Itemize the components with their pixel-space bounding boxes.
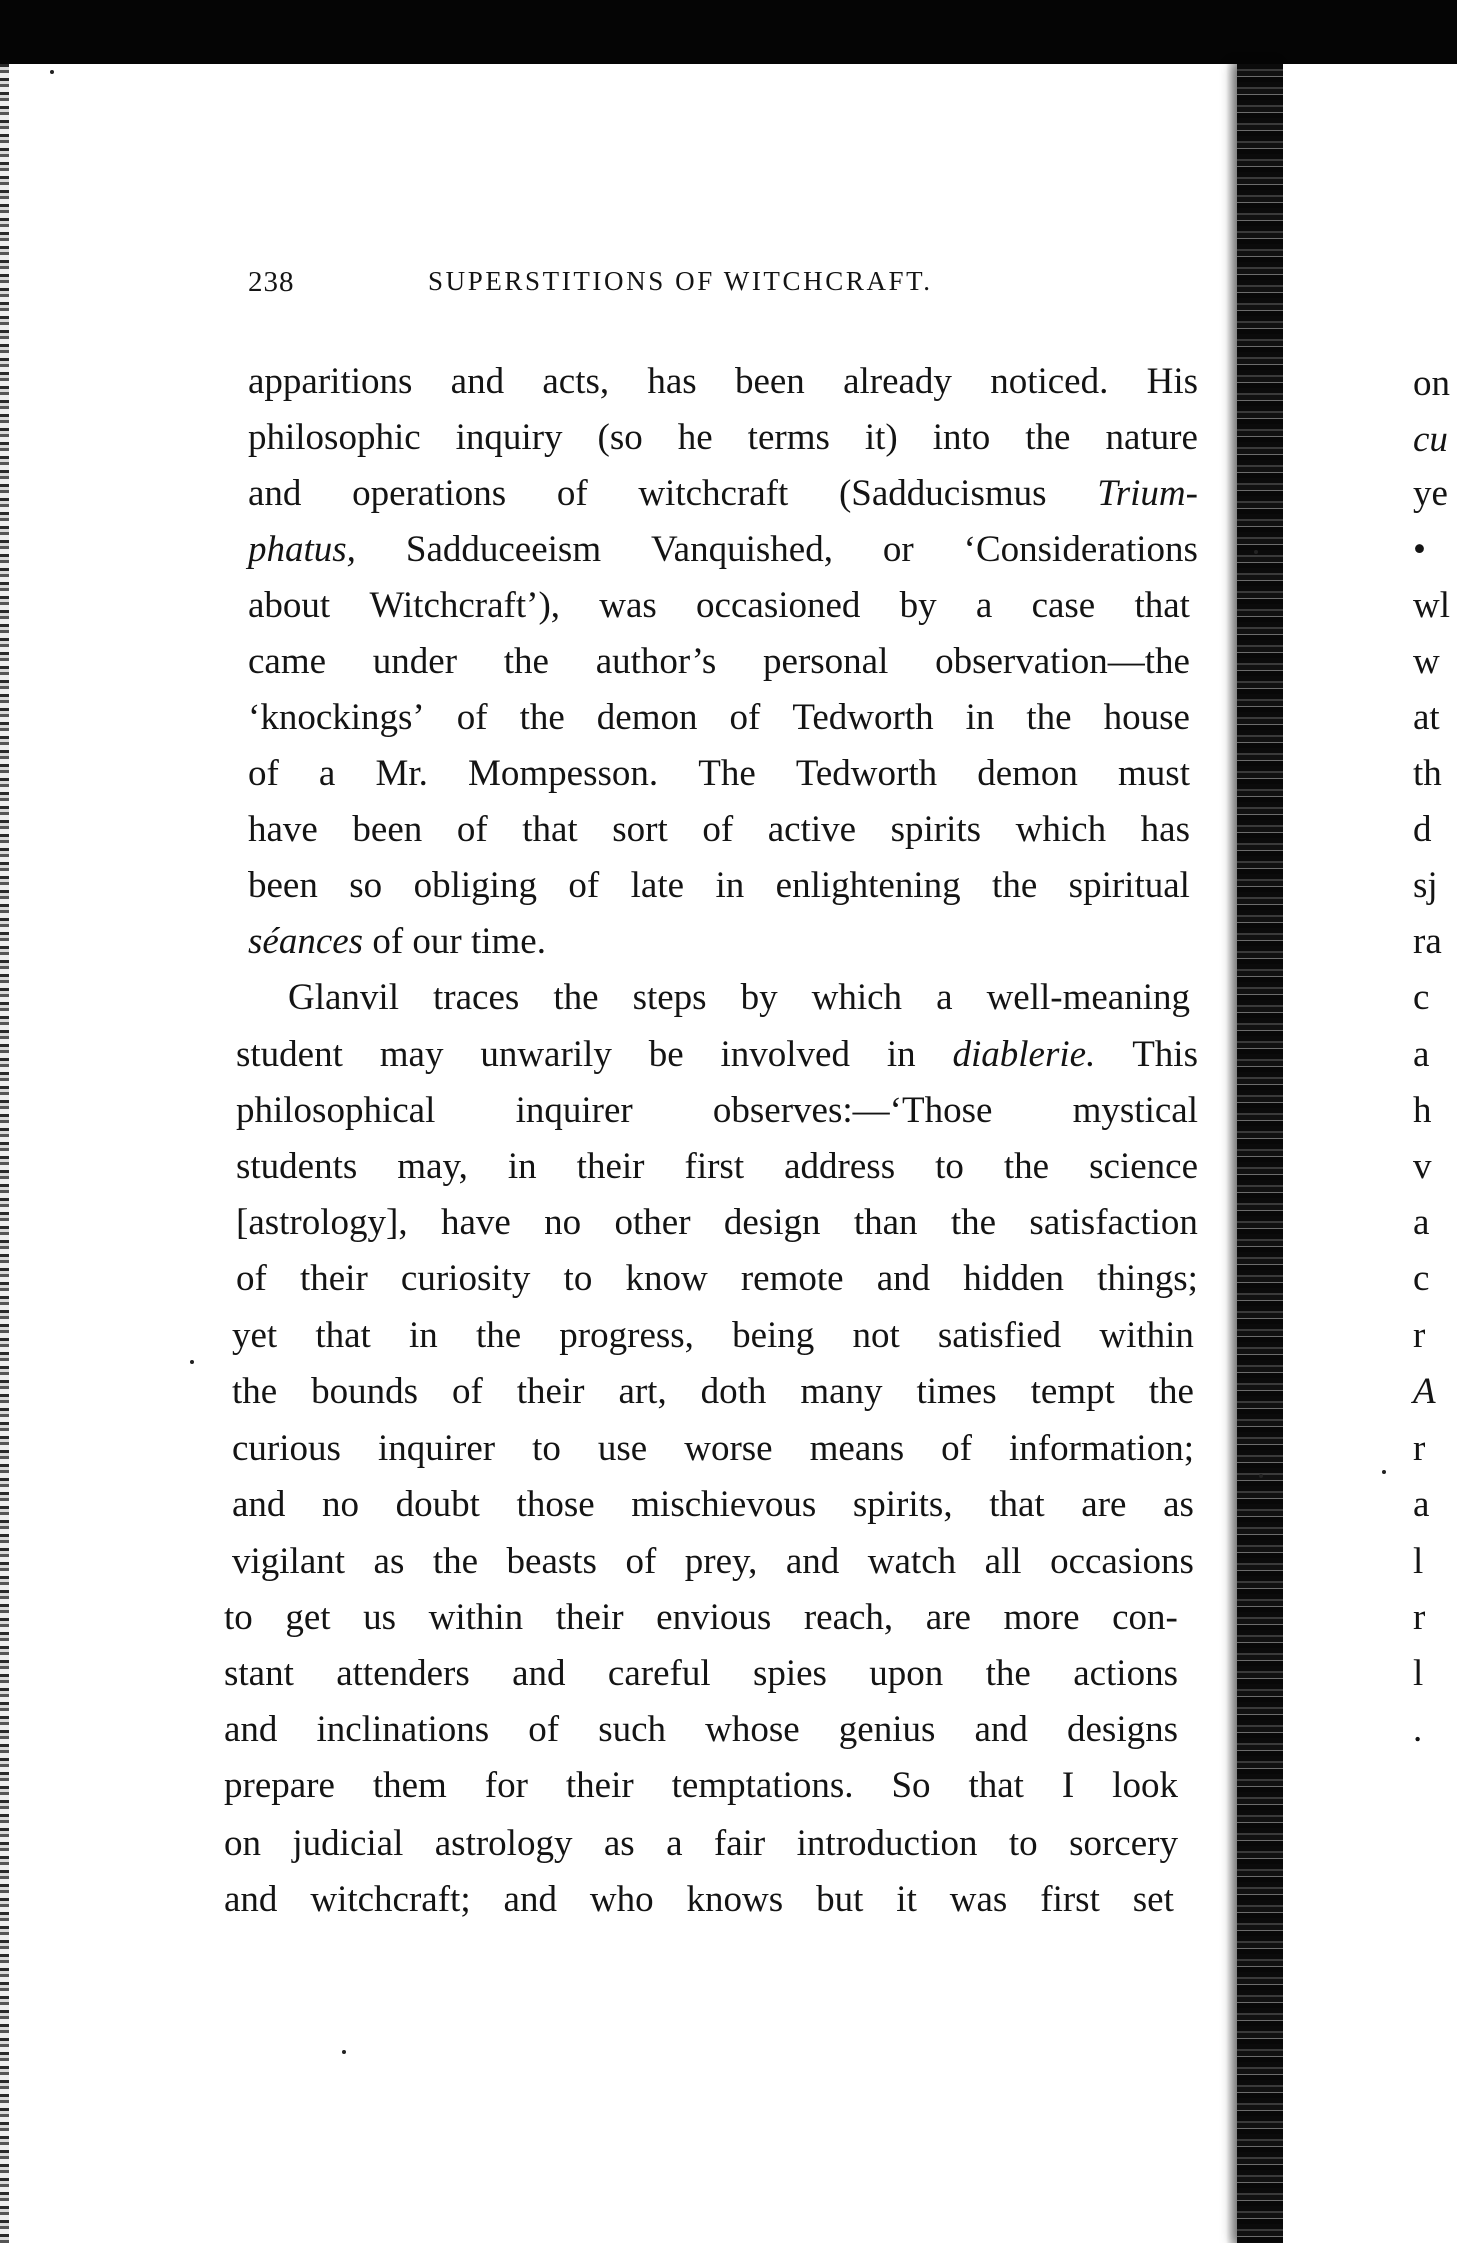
facing-page-fragment: w	[1413, 641, 1440, 682]
word: ‘Considerations	[963, 529, 1198, 570]
word: progress,	[559, 1315, 694, 1356]
scan-speck	[342, 2050, 346, 2054]
word: by	[740, 977, 778, 1018]
word: occasions	[1050, 1541, 1194, 1582]
facing-page-fragment: d	[1413, 809, 1432, 850]
facing-page-fragment: l	[1413, 1541, 1424, 1582]
word: observes:—‘Those	[712, 1090, 993, 1131]
word: spirits,	[852, 1484, 953, 1525]
word: sort	[612, 809, 668, 850]
text-line	[248, 696, 1190, 740]
word: to	[563, 1258, 593, 1299]
word: been	[734, 361, 805, 402]
word: in	[965, 697, 995, 738]
word: in	[507, 1146, 537, 1187]
word: that	[315, 1315, 371, 1356]
word: to	[224, 1597, 253, 1638]
word: actions	[1073, 1653, 1178, 1694]
word: have	[440, 1202, 511, 1243]
word: curious	[232, 1428, 341, 1469]
word: envious	[656, 1597, 772, 1638]
facing-page-fragment: a	[1413, 1202, 1430, 1243]
word: been	[352, 809, 423, 850]
word: observation—the	[935, 641, 1190, 682]
word: witchcraft	[638, 473, 789, 514]
word: Tedworth	[792, 697, 934, 738]
text-line	[232, 1540, 1194, 1584]
facing-page-fragment: l	[1413, 1653, 1424, 1694]
word: temptations.	[671, 1765, 854, 1806]
word: in	[715, 865, 745, 906]
page-header	[248, 266, 1248, 306]
word: a	[666, 1823, 683, 1864]
word: than	[853, 1202, 918, 1243]
word: house	[1103, 697, 1190, 738]
facing-page-fragment: A	[1413, 1371, 1436, 1412]
word: of	[528, 1709, 560, 1750]
word: [astrology],	[236, 1202, 408, 1243]
word: beasts	[506, 1541, 597, 1582]
word: may,	[397, 1146, 468, 1187]
text-line	[224, 1708, 1178, 1752]
word: us	[363, 1597, 397, 1638]
word: was	[599, 585, 657, 626]
facing-page-fragment: th	[1413, 753, 1442, 794]
word: So	[891, 1765, 931, 1806]
word: con-	[1112, 1597, 1178, 1638]
facing-page-fragment: wl	[1413, 585, 1450, 626]
word: the	[950, 1202, 997, 1243]
word: about	[248, 585, 331, 626]
word: as	[603, 1823, 635, 1864]
word: so	[349, 865, 383, 906]
word: nature	[1105, 417, 1198, 458]
scan-speck	[190, 1360, 194, 1364]
word: genius	[838, 1709, 936, 1750]
word: inquirer	[515, 1090, 633, 1131]
word: first	[1040, 1879, 1100, 1920]
word: terms	[747, 417, 830, 458]
running-head: SUPERSTITIONS OF WITCHCRAFT.	[428, 266, 933, 296]
text-line	[248, 752, 1190, 796]
left-page-edge	[0, 64, 9, 2243]
word: design	[723, 1202, 821, 1243]
word: demon	[596, 697, 698, 738]
text-line	[236, 1257, 1198, 1301]
word: (Sadducismus	[838, 473, 1047, 514]
word: inquirer	[377, 1428, 496, 1469]
word: noticed.	[990, 361, 1109, 402]
word: satisfaction	[1029, 1202, 1198, 1243]
word: to	[935, 1146, 964, 1187]
word: inclinations	[316, 1709, 490, 1750]
word: science	[1089, 1146, 1198, 1187]
facing-page-fragment: cu	[1413, 419, 1448, 460]
word: curiosity	[400, 1258, 531, 1299]
word: ‘knockings’	[248, 697, 425, 738]
word: the	[519, 697, 565, 738]
word: author’s	[595, 641, 717, 682]
word: and	[876, 1258, 931, 1299]
word: has	[1140, 809, 1190, 850]
text-line	[248, 920, 546, 964]
word: in	[409, 1315, 438, 1356]
word: philosophical	[236, 1090, 436, 1131]
facing-page-fragment: •	[1413, 529, 1426, 570]
text-line	[248, 640, 1190, 684]
word: attenders	[336, 1653, 470, 1694]
word: are	[925, 1597, 971, 1638]
facing-page-fragment: h	[1413, 1090, 1432, 1131]
word: the	[475, 1315, 522, 1356]
word: vigilant	[232, 1541, 346, 1582]
facing-page-fragment: r	[1413, 1315, 1426, 1356]
facing-page-fragment: r	[1413, 1597, 1426, 1638]
word: as	[373, 1541, 405, 1582]
word: worse	[684, 1428, 773, 1469]
word: the	[553, 977, 599, 1018]
scan-speck	[1382, 1470, 1386, 1474]
word: address	[784, 1146, 896, 1187]
word: the	[232, 1371, 278, 1412]
word: whose	[705, 1709, 800, 1750]
word: those	[516, 1484, 595, 1525]
word: who	[589, 1879, 654, 1920]
word: them	[372, 1765, 447, 1806]
word: knows	[686, 1879, 784, 1920]
word: and	[503, 1879, 557, 1920]
word: within	[428, 1597, 524, 1638]
word: and	[974, 1709, 1028, 1750]
facing-page-fragment: sj	[1413, 865, 1438, 906]
word: case	[1031, 585, 1096, 626]
text-line	[248, 528, 1198, 572]
word: in	[886, 1034, 916, 1075]
word: student	[236, 1034, 343, 1075]
word: demon	[977, 753, 1078, 794]
text-line	[236, 1033, 1198, 1077]
text-line	[248, 416, 1198, 460]
word: for	[484, 1765, 528, 1806]
word: philosophic	[248, 417, 421, 458]
word: the	[985, 1653, 1031, 1694]
word: (so	[597, 417, 643, 458]
text-line	[232, 1427, 1194, 1471]
word: mischievous	[631, 1484, 817, 1525]
facing-page-fragment: c	[1413, 977, 1430, 1018]
word: such	[598, 1709, 667, 1750]
word: students	[236, 1146, 358, 1187]
word: fair	[713, 1823, 766, 1864]
word: the	[992, 865, 1038, 906]
word: it)	[864, 417, 898, 458]
word: first	[684, 1146, 745, 1187]
facing-page-fragment: a	[1413, 1034, 1430, 1075]
word: but	[816, 1879, 864, 1920]
word: it	[896, 1879, 917, 1920]
word: inquiry	[455, 417, 563, 458]
word: their	[565, 1765, 634, 1806]
word: was	[949, 1879, 1008, 1920]
word: a	[936, 977, 953, 1018]
page-number: 238	[248, 266, 295, 298]
word: prepare	[224, 1765, 335, 1806]
word: operations	[352, 473, 507, 514]
word: other	[614, 1202, 691, 1243]
word: watch	[867, 1541, 957, 1582]
word: of	[568, 865, 600, 906]
text-line	[224, 1764, 1178, 1808]
word: of	[248, 753, 279, 794]
word: and	[450, 361, 505, 402]
word: their	[576, 1146, 645, 1187]
word: yet	[232, 1315, 278, 1356]
word: traces	[433, 977, 520, 1018]
word: the	[503, 641, 549, 682]
word: acts,	[542, 361, 610, 402]
word: means	[809, 1428, 905, 1469]
word: Glanvil	[288, 977, 399, 1018]
word: Sadduceeism	[405, 529, 602, 570]
word: as	[1163, 1484, 1194, 1525]
facing-page-fragment: .	[1413, 1709, 1423, 1750]
word: tempt	[1030, 1371, 1115, 1412]
word: hidden	[963, 1258, 1064, 1299]
word: diablerie.	[952, 1034, 1096, 1075]
word: and	[232, 1484, 286, 1525]
word: of	[729, 697, 761, 738]
word: witchcraft;	[310, 1879, 471, 1920]
text-line	[224, 1652, 1178, 1696]
word: get	[285, 1597, 331, 1638]
word: no	[544, 1202, 582, 1243]
word: prey,	[684, 1541, 758, 1582]
word: the	[1025, 417, 1071, 458]
word: Vanquished,	[651, 529, 833, 570]
word: designs	[1067, 1709, 1178, 1750]
text-line	[236, 1201, 1198, 1245]
word: that	[1134, 585, 1190, 626]
word: introduction	[796, 1823, 978, 1864]
word: judicial	[292, 1823, 404, 1864]
word: a	[318, 753, 336, 794]
word: things;	[1097, 1258, 1198, 1299]
word: obliging	[413, 865, 537, 906]
word: His	[1146, 361, 1198, 402]
text-line	[248, 584, 1190, 628]
facing-page-fragment: c	[1413, 1258, 1430, 1299]
word: steps	[632, 977, 707, 1018]
scan-top-border	[0, 0, 1457, 64]
text-line	[232, 1314, 1194, 1358]
word: upon	[869, 1653, 944, 1694]
word: of	[456, 697, 488, 738]
word: by	[899, 585, 937, 626]
word: a	[975, 585, 993, 626]
word: of	[702, 809, 734, 850]
word: and	[785, 1541, 840, 1582]
facing-page-fragment: at	[1413, 697, 1440, 738]
word: late	[630, 865, 685, 906]
word: may	[379, 1034, 444, 1075]
word: and	[248, 473, 302, 514]
word: on	[224, 1823, 261, 1864]
word: of	[625, 1541, 657, 1582]
word: active	[767, 809, 857, 850]
facing-page-fragment: r	[1413, 1428, 1426, 1469]
text-line	[224, 1878, 1174, 1922]
word: apparitions	[248, 361, 413, 402]
word: already	[843, 361, 952, 402]
word: Trium-	[1097, 473, 1198, 514]
word: spiritual	[1068, 865, 1190, 906]
word: astrology	[434, 1823, 573, 1864]
word: I	[1061, 1765, 1075, 1806]
word: remote	[740, 1258, 844, 1299]
word: Mompesson.	[467, 753, 659, 794]
word: that	[968, 1765, 1024, 1806]
text-line	[248, 808, 1190, 852]
word: Witchcraft’),	[369, 585, 561, 626]
word: of	[456, 809, 488, 850]
word: This	[1132, 1034, 1198, 1075]
word: occasioned	[696, 585, 861, 626]
word: of	[556, 473, 588, 514]
word: that	[989, 1484, 1045, 1525]
word: Tedworth	[795, 753, 938, 794]
word: under	[372, 641, 458, 682]
word: know	[625, 1258, 708, 1299]
word: must	[1118, 753, 1190, 794]
word: have	[248, 809, 318, 850]
word: information;	[1009, 1428, 1194, 1469]
text-line	[224, 1596, 1178, 1640]
word: involved	[720, 1034, 850, 1075]
word: to	[1008, 1823, 1038, 1864]
word: and	[224, 1879, 278, 1920]
word: their	[555, 1597, 624, 1638]
word: the	[1026, 697, 1072, 738]
word: unwarily	[480, 1034, 612, 1075]
text-line	[232, 1370, 1194, 1414]
text-line	[236, 1089, 1198, 1133]
scan-speck	[50, 70, 54, 74]
facing-page-fragment: on	[1413, 363, 1450, 404]
word: careful	[607, 1653, 711, 1694]
text-line	[248, 864, 1190, 908]
word: doth	[700, 1371, 767, 1412]
word: not	[852, 1315, 900, 1356]
word: the	[1003, 1146, 1050, 1187]
text-line	[248, 360, 1198, 404]
word: being	[732, 1315, 815, 1356]
word: has	[647, 361, 697, 402]
text-line	[232, 1483, 1194, 1527]
word: he	[677, 417, 713, 458]
word: Mr.	[375, 753, 428, 794]
word: spirits	[890, 809, 982, 850]
word: spies	[752, 1653, 827, 1694]
word: came	[248, 641, 327, 682]
word: phatus,	[248, 529, 356, 570]
word: sorcery	[1069, 1823, 1178, 1864]
word: which	[811, 977, 903, 1018]
word: to	[532, 1428, 561, 1469]
word: and	[512, 1653, 566, 1694]
word: their	[516, 1371, 585, 1412]
word: of	[941, 1428, 972, 1469]
word: mystical	[1072, 1090, 1198, 1131]
word: satisfied	[937, 1315, 1062, 1356]
word: set	[1132, 1879, 1174, 1920]
text-line	[248, 472, 1198, 516]
word: no	[322, 1484, 360, 1525]
word: doubt	[395, 1484, 480, 1525]
text-line	[236, 1145, 1198, 1189]
word: are	[1081, 1484, 1127, 1525]
word: many	[800, 1371, 883, 1412]
word: of	[236, 1258, 267, 1299]
word: that	[522, 809, 578, 850]
word: into	[932, 417, 991, 458]
word: reach,	[803, 1597, 894, 1638]
scan-speck	[1254, 550, 1258, 554]
word: of	[451, 1371, 483, 1412]
word: or	[882, 529, 914, 570]
word: be	[648, 1034, 684, 1075]
word: their	[299, 1258, 368, 1299]
word: within	[1099, 1315, 1194, 1356]
word: and	[224, 1709, 278, 1750]
word: more	[1003, 1597, 1080, 1638]
word: stant	[224, 1653, 294, 1694]
text-line	[288, 976, 1190, 1020]
facing-page-fragment: ra	[1413, 921, 1442, 962]
word: which	[1015, 809, 1107, 850]
book-gutter	[1237, 64, 1283, 2243]
word: personal	[763, 641, 889, 682]
word: the	[1148, 1371, 1194, 1412]
word: art,	[618, 1371, 667, 1412]
word: all	[984, 1541, 1022, 1582]
word: been	[248, 865, 318, 906]
word: the	[432, 1541, 479, 1582]
word: bounds	[311, 1371, 419, 1412]
word: The	[698, 753, 756, 794]
word: use	[597, 1428, 648, 1469]
scan-speck	[1259, 1474, 1263, 1478]
facing-page-fragment: ye	[1413, 473, 1448, 514]
word: séances of our time.	[248, 921, 546, 962]
facing-page-fragment: a	[1413, 1484, 1430, 1525]
word: well-meaning	[986, 977, 1190, 1018]
word: times	[916, 1371, 997, 1412]
text-line	[224, 1822, 1178, 1866]
word: enlightening	[775, 865, 961, 906]
word: look	[1112, 1765, 1178, 1806]
facing-page-fragment: v	[1413, 1146, 1432, 1187]
